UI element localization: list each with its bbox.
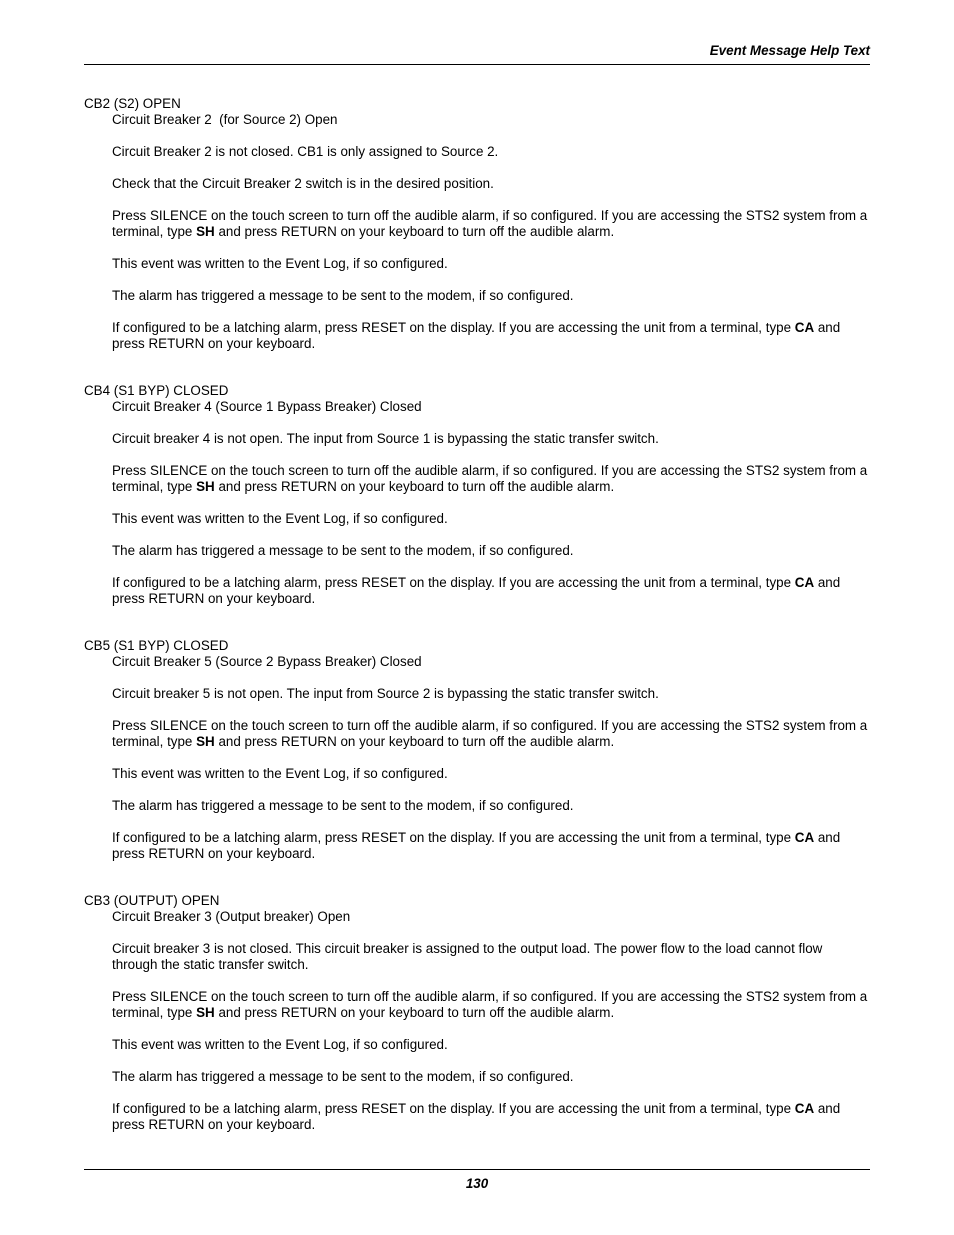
event-name: Circuit Breaker 4 (Source 1 Bypass Breaker) Closed (112, 399, 422, 414)
silence-instruction: Press SILENCE on the touch screen to turn off the audible alarm, if so configured. If you are accessing the STS2 system from a terminal, type SH and press RETURN on your keyboard to turn off the audible alarm. (112, 718, 868, 749)
event-code: CB5 (S1 BYP) CLOSED (84, 638, 229, 653)
command-ca: CA (794, 1101, 815, 1116)
event-entry-cb3-open (84, 893, 870, 1133)
latching-instruction: If configured to be a latching alarm, press RESET on the display. If you are accessing the unit from a terminal, type CA and press RETURN on your keyboard. (112, 1101, 841, 1132)
event-entry-cb4-closed (84, 383, 870, 607)
command-ca: CA (794, 830, 815, 845)
event-code: CB3 (OUTPUT) OPEN (84, 893, 220, 908)
event-description: Circuit breaker 4 is not open. The input from Source 1 is bypassing the static transfer switch. (112, 431, 659, 446)
event-description: Circuit breaker 3 is not closed. This circuit breaker is assigned to the output load. The power flow to the load cannot flow through the static transfer switch. (112, 941, 823, 972)
silence-instruction: Press SILENCE on the touch screen to turn off the audible alarm, if so configured. If you are accessing the STS2 system from a terminal, type SH and press RETURN on your keyboard to turn off the audible alarm. (112, 463, 868, 494)
header-rule (84, 64, 870, 65)
modem-note: The alarm has triggered a message to be sent to the modem, if so configured. (112, 798, 574, 813)
event-description: Circuit breaker 5 is not open. The input from Source 2 is bypassing the static transfer switch. (112, 686, 659, 701)
page-number: 130 (465, 1176, 489, 1191)
event-name: Circuit Breaker 3 (Output breaker) Open (112, 909, 351, 924)
event-action: Check that the Circuit Breaker 2 switch is in the desired position. (112, 176, 494, 191)
event-entry-cb5-closed (84, 638, 870, 862)
modem-note: The alarm has triggered a message to be sent to the modem, if so configured. (112, 288, 574, 303)
event-log-note: This event was written to the Event Log, if so configured. (112, 511, 448, 526)
command-sh: SH (196, 1005, 215, 1020)
latching-instruction: If configured to be a latching alarm, press RESET on the display. If you are accessing the unit from a terminal, type CA and press RETURN on your keyboard. (112, 575, 841, 606)
running-header: Event Message Help Text (709, 43, 870, 58)
event-entry-cb2-open (84, 96, 870, 352)
command-ca: CA (794, 575, 815, 590)
command-ca: CA (794, 320, 815, 335)
command-sh: SH (196, 224, 215, 239)
silence-instruction: Press SILENCE on the touch screen to turn off the audible alarm, if so configured. If you are accessing the STS2 system from a terminal, type SH and press RETURN on your keyboard to turn off the audible alarm. (112, 989, 868, 1020)
event-code: CB2 (S2) OPEN (84, 96, 181, 111)
event-log-note: This event was written to the Event Log, if so configured. (112, 766, 448, 781)
latching-instruction: If configured to be a latching alarm, press RESET on the display. If you are accessing the unit from a terminal, type CA and press RETURN on your keyboard. (112, 830, 841, 861)
document-body (84, 96, 870, 1164)
footer-rule (84, 1169, 870, 1170)
event-description: Circuit Breaker 2 is not closed. CB1 is only assigned to Source 2. (112, 144, 499, 159)
event-name: Circuit Breaker 5 (Source 2 Bypass Breaker) Closed (112, 654, 422, 669)
command-sh: SH (196, 479, 215, 494)
event-name: Circuit Breaker 2 (for Source 2) Open (112, 112, 338, 127)
modem-note: The alarm has triggered a message to be sent to the modem, if so configured. (112, 543, 574, 558)
event-code: CB4 (S1 BYP) CLOSED (84, 383, 229, 398)
command-sh: SH (196, 734, 215, 749)
modem-note: The alarm has triggered a message to be sent to the modem, if so configured. (112, 1069, 574, 1084)
latching-instruction: If configured to be a latching alarm, press RESET on the display. If you are accessing the unit from a terminal, type CA and press RETURN on your keyboard. (112, 320, 841, 351)
silence-instruction: Press SILENCE on the touch screen to turn off the audible alarm, if so configured. If you are accessing the STS2 system from a terminal, type SH and press RETURN on your keyboard to turn off the audible alarm. (112, 208, 868, 239)
event-log-note: This event was written to the Event Log, if so configured. (112, 1037, 448, 1052)
event-log-note: This event was written to the Event Log, if so configured. (112, 256, 448, 271)
